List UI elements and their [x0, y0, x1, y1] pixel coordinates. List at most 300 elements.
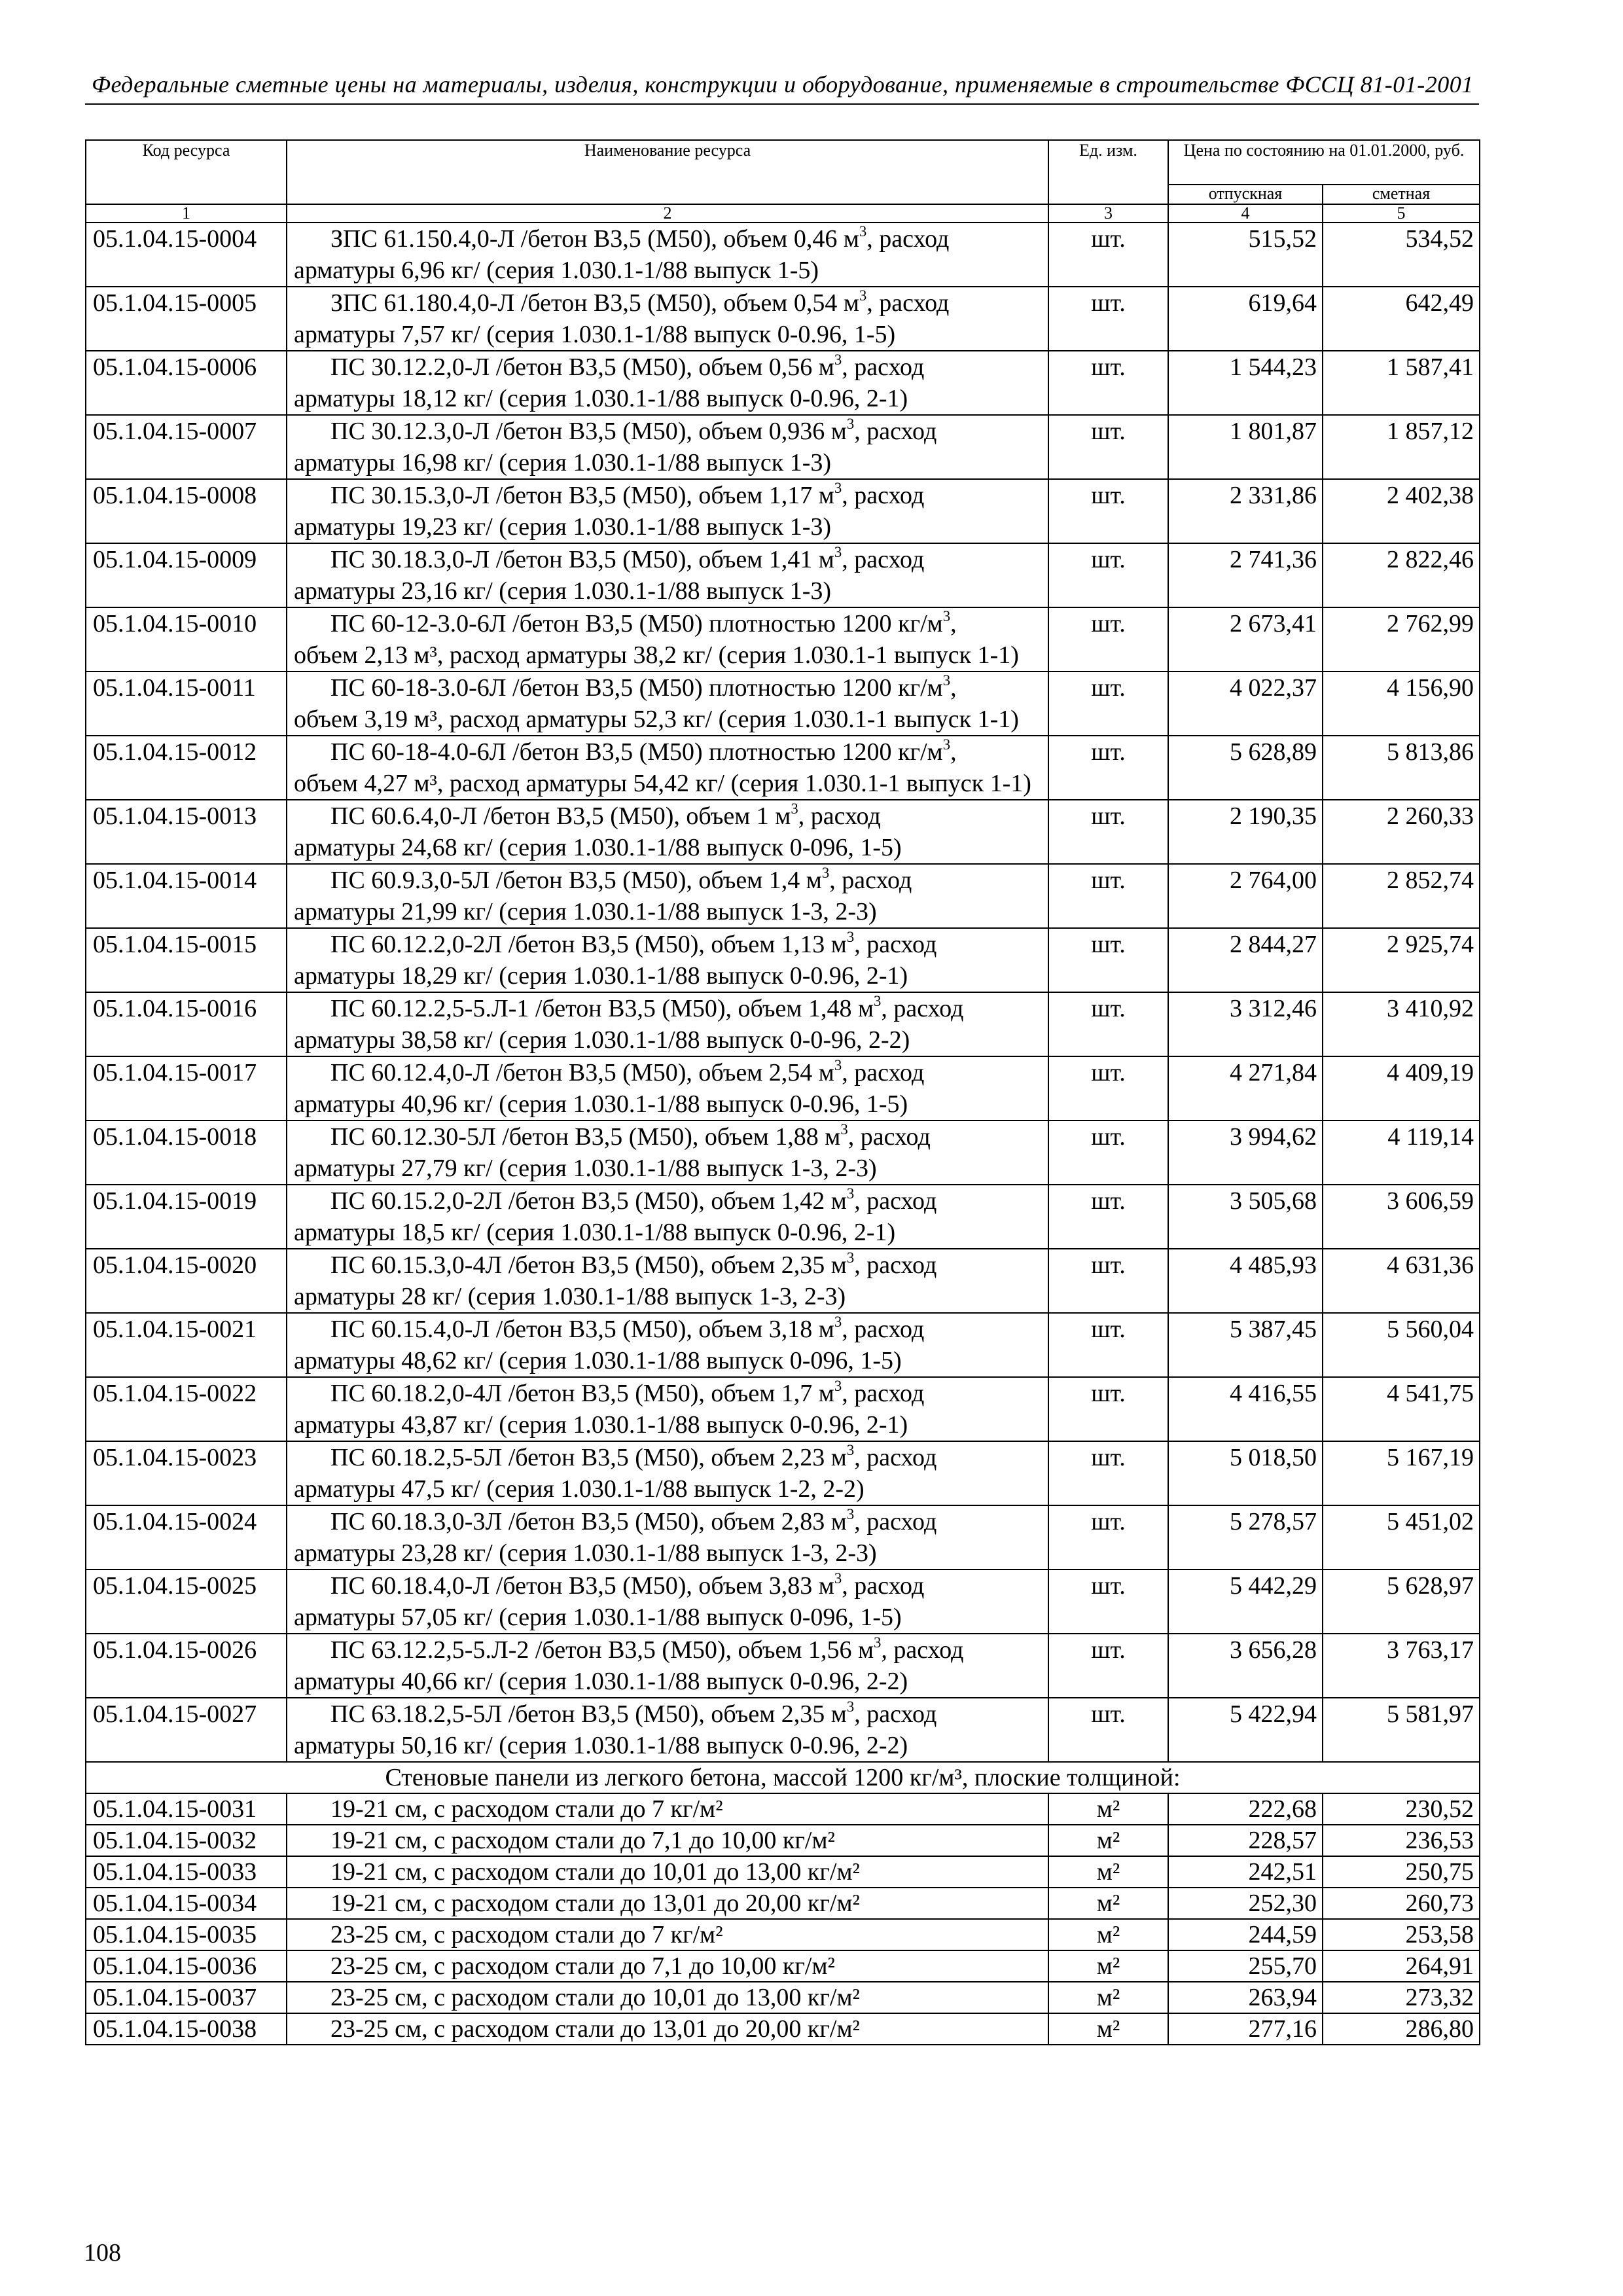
unit-of-measure: м² — [1048, 1950, 1168, 1982]
resource-name — [287, 672, 1048, 736]
unit-superscript: 3 — [874, 1634, 882, 1651]
resource-name-text: , расход — [854, 1251, 937, 1279]
estimate-price: 1 857,12 — [1323, 415, 1480, 479]
resource-name-text: ПС 60.12.30-5Л /бетон В3,5 (М50), объем 1,88 м — [330, 1123, 841, 1151]
unit-of-measure: м² — [1048, 1888, 1168, 1919]
release-price: 244,59 — [1168, 1919, 1323, 1950]
resource-name-line1 — [294, 736, 1041, 768]
unit-of-measure: м² — [1048, 1982, 1168, 2013]
resource-name-rest: арматуры 6,96 кг/ (серия 1.030.1-1/88 выпуск 1-5) — [294, 257, 819, 284]
unit-superscript: 3 — [942, 672, 951, 689]
release-price: 4 022,37 — [1168, 672, 1323, 736]
resource-name — [287, 928, 1048, 992]
resource-name — [287, 479, 1048, 543]
release-price: 252,30 — [1168, 1888, 1323, 1919]
resource-name — [287, 351, 1048, 415]
estimate-price: 286,80 — [1323, 2013, 1480, 2045]
table-row — [86, 992, 1480, 1056]
resource-code: 05.1.04.15-0020 — [86, 1249, 287, 1313]
resource-name: 19-21 см, с расходом стали до 7,1 до 10,00 кг/м² — [287, 1825, 1048, 1856]
unit-of-measure: шт. — [1048, 1313, 1168, 1377]
resource-name-rest: арматуры 23,16 кг/ (серия 1.030.1-1/88 выпуск 1-3) — [294, 577, 832, 605]
table-row — [86, 479, 1480, 543]
unit-superscript: 3 — [859, 223, 867, 240]
resource-code: 05.1.04.15-0007 — [86, 415, 287, 479]
resource-name-rest: объем 4,27 м³, расход арматуры 54,42 кг/ (серия 1.030.1-1 выпуск 1-1) — [294, 770, 1031, 797]
estimate-price: 4 541,75 — [1323, 1377, 1480, 1441]
unit-superscript: 3 — [834, 1570, 842, 1587]
table-row — [86, 1121, 1480, 1185]
resource-code: 05.1.04.15-0031 — [86, 1793, 287, 1825]
resource-name-rest: арматуры 24,68 кг/ (серия 1.030.1-1/88 выпуск 0-096, 1-5) — [294, 834, 902, 861]
estimate-price: 236,53 — [1323, 1825, 1480, 1856]
resource-name-text: ЗПС 61.180.4,0-Л /бетон В3,5 (М50), объем 0,54 м — [330, 289, 859, 317]
resource-code: 05.1.04.15-0005 — [86, 287, 287, 351]
unit-superscript: 3 — [846, 1442, 855, 1459]
estimate-price: 5 813,86 — [1323, 736, 1480, 800]
section-heading: Стеновые панели из легкого бетона, массой 1200 кг/м³, плоские толщиной: — [86, 1762, 1480, 1793]
resource-name-text: ПС 60.15.3,0-4Л /бетон В3,5 (М50), объем 2,35 м — [330, 1251, 847, 1279]
resource-name-line1 — [294, 993, 1041, 1024]
resource-name-rest: объем 2,13 м³, расход арматуры 38,2 кг/ (серия 1.030.1-1 выпуск 1-1) — [294, 641, 1019, 669]
unit-superscript: 3 — [834, 544, 842, 561]
resource-name-text: ПС 60.18.2,5-5Л /бетон В3,5 (М50), объем 2,23 м — [330, 1444, 847, 1471]
unit-of-measure: шт. — [1048, 1698, 1168, 1762]
resource-name-rest: арматуры 40,66 кг/ (серия 1.030.1-1/88 выпуск 0-0.96, 2-2) — [294, 1668, 908, 1695]
unit-of-measure: шт. — [1048, 1505, 1168, 1570]
col-header-price-group: Цена по состоянию на 01.01.2000, руб. — [1168, 140, 1480, 185]
resource-name-rest: арматуры 18,12 кг/ (серия 1.030.1-1/88 выпуск 0-0.96, 2-1) — [294, 385, 908, 412]
unit-of-measure: шт. — [1048, 1570, 1168, 1634]
resource-name — [287, 415, 1048, 479]
page-header-title: Федеральные сметные цены на материалы, изделия, конструкции и оборудование, применяемые в строительстве ФССЦ 81-01-2001 — [92, 71, 1474, 98]
resource-name — [287, 1313, 1048, 1377]
header-rule — [85, 103, 1479, 105]
unit-of-measure: шт. — [1048, 351, 1168, 415]
resource-name-text: , расход — [798, 802, 881, 830]
resource-name-line1 — [294, 480, 1041, 511]
unit-superscript: 3 — [942, 736, 951, 753]
release-price: 5 278,57 — [1168, 1505, 1323, 1570]
resource-name-text: , расход — [842, 1316, 925, 1343]
release-price: 4 416,55 — [1168, 1377, 1323, 1441]
col-header-release: отпускная — [1168, 185, 1323, 204]
unit-superscript: 3 — [846, 1185, 855, 1202]
resource-name-text: ПС 63.18.2,5-5Л /бетон В3,5 (М50), объем 2,35 м — [330, 1700, 847, 1728]
resource-name-text: ЗПС 61.150.4,0-Л /бетон В3,5 (М50), объем 0,46 м — [330, 225, 859, 253]
resource-name-line1 — [294, 1249, 1041, 1281]
table-row — [86, 2013, 1480, 2045]
unit-of-measure: шт. — [1048, 1441, 1168, 1505]
resource-name-text: , расход — [866, 225, 950, 253]
resource-name: 23-25 см, с расходом стали до 10,01 до 13,00 кг/м² — [287, 1982, 1048, 2013]
resource-name-text: , — [950, 610, 957, 637]
resource-name-rest: арматуры 28 кг/ (серия 1.030.1-1/88 выпуск 1-3, 2-3) — [294, 1283, 846, 1310]
resource-name — [287, 1441, 1048, 1505]
table-row — [86, 223, 1480, 287]
estimate-price: 1 587,41 — [1323, 351, 1480, 415]
unit-of-measure: шт. — [1048, 800, 1168, 864]
unit-of-measure: шт. — [1048, 1056, 1168, 1121]
release-price: 3 994,62 — [1168, 1121, 1323, 1185]
resource-name — [287, 800, 1048, 864]
resource-name-rest: арматуры 50,16 кг/ (серия 1.030.1-1/88 выпуск 0-0.96, 2-2) — [294, 1732, 908, 1759]
resource-name-text: ПС 60.12.2,5-5.Л-1 /бетон В3,5 (М50), объем 1,48 м — [330, 995, 874, 1022]
resource-name-text: , расход — [842, 1059, 925, 1086]
resource-name-rest: арматуры 18,5 кг/ (серия 1.030.1-1/88 выпуск 0-0.96, 2-1) — [294, 1219, 896, 1246]
resource-name-rest: арматуры 27,79 кг/ (серия 1.030.1-1/88 выпуск 1-3, 2-3) — [294, 1155, 877, 1182]
resource-code: 05.1.04.15-0036 — [86, 1950, 287, 1982]
resource-name-text: , — [950, 674, 957, 702]
unit-of-measure: м² — [1048, 1793, 1168, 1825]
table-row — [86, 864, 1480, 928]
estimate-price: 264,91 — [1323, 1950, 1480, 1982]
release-price: 2 764,00 — [1168, 864, 1323, 928]
resource-name-line1 — [294, 351, 1041, 383]
table-row — [86, 1185, 1480, 1249]
resource-name-rest: арматуры 38,58 кг/ (серия 1.030.1-1/88 выпуск 0-0-96, 2-2) — [294, 1026, 910, 1054]
resource-name-text: , расход — [854, 1444, 937, 1471]
resource-name — [287, 1505, 1048, 1570]
table-row — [86, 1793, 1480, 1825]
resource-name-text: , расход — [829, 867, 912, 894]
col-header-code: Код ресурса — [86, 140, 287, 204]
estimate-price: 260,73 — [1323, 1888, 1480, 1919]
resource-name-text: , расход — [854, 1508, 937, 1535]
table-row — [86, 1249, 1480, 1313]
resource-name-rest: арматуры 48,62 кг/ (серия 1.030.1-1/88 выпуск 0-096, 1-5) — [294, 1347, 902, 1374]
estimate-price: 534,52 — [1323, 223, 1480, 287]
release-price: 5 628,89 — [1168, 736, 1323, 800]
release-price: 263,94 — [1168, 1982, 1323, 2013]
col-header-unit: Ед. изм. — [1048, 140, 1168, 204]
resource-name-text: ПС 60.18.3,0-3Л /бетон В3,5 (М50), объем 2,83 м — [330, 1508, 847, 1535]
resource-name-line1 — [294, 608, 1041, 639]
resource-name-text: , — [950, 738, 957, 766]
resource-name: 23-25 см, с расходом стали до 13,01 до 20,00 кг/м² — [287, 2013, 1048, 2045]
unit-of-measure: м² — [1048, 2013, 1168, 2045]
resource-name — [287, 1570, 1048, 1634]
resource-name-text: , расход — [842, 482, 925, 509]
resource-name-line1 — [294, 1506, 1041, 1537]
resource-name: 19-21 см, с расходом стали до 7 кг/м² — [287, 1793, 1048, 1825]
release-price: 255,70 — [1168, 1950, 1323, 1982]
resource-name-text: , расход — [854, 931, 937, 958]
unit-superscript: 3 — [821, 865, 830, 882]
release-price: 277,16 — [1168, 2013, 1323, 2045]
estimate-price: 253,58 — [1323, 1919, 1480, 1950]
unit-of-measure: шт. — [1048, 607, 1168, 672]
column-number: 4 — [1168, 204, 1323, 223]
release-price: 242,51 — [1168, 1856, 1323, 1888]
resource-code: 05.1.04.15-0027 — [86, 1698, 287, 1762]
resource-name-text: , расход — [866, 289, 950, 317]
unit-of-measure: шт. — [1048, 928, 1168, 992]
resource-name-text: ПС 60-12-3.0-6Л /бетон В3,5 (М50) плотностью 1200 кг/м — [330, 610, 943, 637]
resource-name-line1 — [294, 800, 1041, 832]
release-price: 228,57 — [1168, 1825, 1323, 1856]
resource-code: 05.1.04.15-0012 — [86, 736, 287, 800]
resource-name-rest: арматуры 7,57 кг/ (серия 1.030.1-1/88 выпуск 0-0.96, 1-5) — [294, 321, 896, 348]
resource-code: 05.1.04.15-0025 — [86, 1570, 287, 1634]
resource-code: 05.1.04.15-0010 — [86, 607, 287, 672]
column-number-row — [86, 204, 1480, 223]
resource-name-text: , расход — [854, 1700, 937, 1728]
resource-code: 05.1.04.15-0013 — [86, 800, 287, 864]
table-row — [86, 287, 1480, 351]
resource-code: 05.1.04.15-0023 — [86, 1441, 287, 1505]
release-price: 3 656,28 — [1168, 1634, 1323, 1698]
resource-name: 19-21 см, с расходом стали до 10,01 до 13,00 кг/м² — [287, 1856, 1048, 1888]
release-price: 5 422,94 — [1168, 1698, 1323, 1762]
resource-name-rest: арматуры 40,96 кг/ (серия 1.030.1-1/88 выпуск 0-0.96, 1-5) — [294, 1090, 908, 1118]
unit-of-measure: шт. — [1048, 1121, 1168, 1185]
estimate-price: 3 410,92 — [1323, 992, 1480, 1056]
resource-code: 05.1.04.15-0008 — [86, 479, 287, 543]
resource-name — [287, 864, 1048, 928]
table-row — [86, 736, 1480, 800]
release-price: 2 741,36 — [1168, 543, 1323, 607]
table-row — [86, 672, 1480, 736]
resource-code: 05.1.04.15-0033 — [86, 1856, 287, 1888]
col-header-name: Наименование ресурса — [287, 140, 1048, 204]
estimate-price: 5 167,19 — [1323, 1441, 1480, 1505]
unit-superscript: 3 — [859, 287, 867, 304]
resource-code: 05.1.04.15-0021 — [86, 1313, 287, 1377]
unit-superscript: 3 — [846, 1698, 855, 1715]
resource-name-text: , расход — [847, 1123, 931, 1151]
release-price: 1 544,23 — [1168, 351, 1323, 415]
resource-name — [287, 992, 1048, 1056]
release-price: 619,64 — [1168, 287, 1323, 351]
unit-of-measure: м² — [1048, 1919, 1168, 1950]
resource-name-text: , расход — [842, 1572, 925, 1600]
release-price: 3 312,46 — [1168, 992, 1323, 1056]
unit-superscript: 3 — [840, 1121, 848, 1138]
unit-superscript: 3 — [834, 351, 842, 368]
release-price: 4 271,84 — [1168, 1056, 1323, 1121]
table-row — [86, 1570, 1480, 1634]
release-price: 515,52 — [1168, 223, 1323, 287]
release-price: 2 331,86 — [1168, 479, 1323, 543]
estimate-price: 2 402,38 — [1323, 479, 1480, 543]
estimate-price: 273,32 — [1323, 1982, 1480, 2013]
unit-superscript: 3 — [846, 1506, 855, 1523]
section-row — [86, 1762, 1480, 1793]
resource-name-line1 — [294, 223, 1041, 255]
resource-name-line1 — [294, 1314, 1041, 1345]
column-number: 2 — [287, 204, 1048, 223]
unit-superscript: 3 — [942, 608, 951, 625]
unit-of-measure: шт. — [1048, 992, 1168, 1056]
table-row — [86, 1634, 1480, 1698]
resource-name-rest: арматуры 21,99 кг/ (серия 1.030.1-1/88 выпуск 1-3, 2-3) — [294, 898, 877, 925]
resource-name — [287, 223, 1048, 287]
table-row — [86, 928, 1480, 992]
estimate-price: 5 451,02 — [1323, 1505, 1480, 1570]
unit-superscript: 3 — [874, 993, 882, 1010]
estimate-price: 642,49 — [1323, 287, 1480, 351]
resource-name-line1 — [294, 1057, 1041, 1088]
table-row — [86, 1825, 1480, 1856]
unit-of-measure: шт. — [1048, 736, 1168, 800]
resource-name-text: ПС 60.15.4,0-Л /бетон В3,5 (М50), объем 3,18 м — [330, 1316, 834, 1343]
column-number: 5 — [1323, 204, 1480, 223]
resource-name — [287, 736, 1048, 800]
unit-superscript: 3 — [791, 800, 798, 817]
resource-name-text: , расход — [881, 995, 964, 1022]
table-row — [86, 1441, 1480, 1505]
resource-name-text: ПС 60.6.4,0-Л /бетон В3,5 (М50), объем 1 м — [330, 802, 791, 830]
resource-name-line1 — [294, 416, 1041, 447]
table-row — [86, 1056, 1480, 1121]
unit-of-measure: шт. — [1048, 415, 1168, 479]
unit-superscript: 3 — [834, 1378, 842, 1395]
estimate-price: 3 606,59 — [1323, 1185, 1480, 1249]
resource-name-line1 — [294, 1185, 1041, 1217]
table-row — [86, 1313, 1480, 1377]
release-price: 5 387,45 — [1168, 1313, 1323, 1377]
table-row — [86, 1950, 1480, 1982]
unit-of-measure: шт. — [1048, 543, 1168, 607]
resource-name-text: , расход — [842, 1380, 925, 1407]
resource-name — [287, 607, 1048, 672]
resource-name-text: ПС 60.18.2,0-4Л /бетон В3,5 (М50), объем 1,7 м — [330, 1380, 834, 1407]
resource-code: 05.1.04.15-0026 — [86, 1634, 287, 1698]
resource-name-text: , расход — [881, 1636, 964, 1664]
resource-name — [287, 1121, 1048, 1185]
resource-code: 05.1.04.15-0018 — [86, 1121, 287, 1185]
estimate-price: 5 560,04 — [1323, 1313, 1480, 1377]
release-price: 5 442,29 — [1168, 1570, 1323, 1634]
resource-name-text: ПС 60-18-3.0-6Л /бетон В3,5 (М50) плотностью 1200 кг/м — [330, 674, 943, 702]
unit-superscript: 3 — [846, 1249, 855, 1266]
resource-name: 23-25 см, с расходом стали до 7,1 до 10,00 кг/м² — [287, 1950, 1048, 1982]
resource-code: 05.1.04.15-0019 — [86, 1185, 287, 1249]
resource-name — [287, 1249, 1048, 1313]
table-row — [86, 1888, 1480, 1919]
resource-name — [287, 1634, 1048, 1698]
estimate-price: 230,52 — [1323, 1793, 1480, 1825]
resource-code: 05.1.04.15-0017 — [86, 1056, 287, 1121]
estimate-price: 250,75 — [1323, 1856, 1480, 1888]
resource-code: 05.1.04.15-0038 — [86, 2013, 287, 2045]
resource-name-line1 — [294, 1570, 1041, 1602]
release-price: 3 505,68 — [1168, 1185, 1323, 1249]
estimate-price: 5 581,97 — [1323, 1698, 1480, 1762]
resource-code: 05.1.04.15-0011 — [86, 672, 287, 736]
unit-superscript: 3 — [834, 1057, 842, 1074]
resource-name — [287, 287, 1048, 351]
release-price: 4 485,93 — [1168, 1249, 1323, 1313]
resource-name-text: ПС 60.9.3,0-5Л /бетон В3,5 (М50), объем 1,4 м — [330, 867, 822, 894]
resource-name-text: , расход — [854, 1187, 937, 1215]
resource-name-rest: арматуры 19,23 кг/ (серия 1.030.1-1/88 выпуск 1-3) — [294, 513, 832, 541]
column-number: 3 — [1048, 204, 1168, 223]
estimate-price: 5 628,97 — [1323, 1570, 1480, 1634]
resource-code: 05.1.04.15-0032 — [86, 1825, 287, 1856]
unit-superscript: 3 — [846, 416, 855, 433]
unit-of-measure: шт. — [1048, 1185, 1168, 1249]
page-number: 108 — [84, 2239, 121, 2267]
resource-name-text: ПС 60-18-4.0-6Л /бетон В3,5 (М50) плотностью 1200 кг/м — [330, 738, 943, 766]
unit-superscript: 3 — [846, 929, 855, 946]
resource-name-line1 — [294, 865, 1041, 896]
resource-name — [287, 1698, 1048, 1762]
estimate-price: 4 631,36 — [1323, 1249, 1480, 1313]
estimate-price: 2 822,46 — [1323, 543, 1480, 607]
table-row — [86, 351, 1480, 415]
unit-of-measure: шт. — [1048, 1634, 1168, 1698]
resource-name-rest: арматуры 23,28 кг/ (серия 1.030.1-1/88 выпуск 1-3, 2-3) — [294, 1539, 877, 1567]
resource-code: 05.1.04.15-0004 — [86, 223, 287, 287]
estimate-price: 2 260,33 — [1323, 800, 1480, 864]
unit-of-measure: м² — [1048, 1825, 1168, 1856]
resource-name — [287, 1377, 1048, 1441]
resource-name-text: ПС 60.15.2,0-2Л /бетон В3,5 (М50), объем 1,42 м — [330, 1187, 847, 1215]
resource-name: 23-25 см, с расходом стали до 7 кг/м² — [287, 1919, 1048, 1950]
unit-superscript: 3 — [834, 1314, 842, 1331]
resource-name-text: ПС 30.12.3,0-Л /бетон В3,5 (М50), объем 0,936 м — [330, 418, 847, 445]
resource-name-line1 — [294, 672, 1041, 704]
price-table — [85, 139, 1480, 2045]
resource-code: 05.1.04.15-0009 — [86, 543, 287, 607]
resource-code: 05.1.04.15-0024 — [86, 1505, 287, 1570]
unit-of-measure: м² — [1048, 1856, 1168, 1888]
table-row — [86, 415, 1480, 479]
resource-name-line1 — [294, 287, 1041, 319]
resource-name-text: , расход — [842, 353, 925, 381]
table-row — [86, 607, 1480, 672]
release-price: 2 844,27 — [1168, 928, 1323, 992]
resource-code: 05.1.04.15-0035 — [86, 1919, 287, 1950]
release-price: 1 801,87 — [1168, 415, 1323, 479]
resource-name-line1 — [294, 544, 1041, 575]
resource-name: 19-21 см, с расходом стали до 13,01 до 20,00 кг/м² — [287, 1888, 1048, 1919]
resource-name-text: , расход — [854, 418, 937, 445]
resource-name-line1 — [294, 1121, 1041, 1153]
table-row — [86, 1505, 1480, 1570]
resource-name — [287, 1185, 1048, 1249]
unit-of-measure: шт. — [1048, 287, 1168, 351]
release-price: 2 190,35 — [1168, 800, 1323, 864]
table-row — [86, 1982, 1480, 2013]
resource-name-text: ПС 30.12.2,0-Л /бетон В3,5 (М50), объем 0,56 м — [330, 353, 834, 381]
resource-name — [287, 1056, 1048, 1121]
table-row — [86, 800, 1480, 864]
resource-name-text: ПС 60.12.4,0-Л /бетон В3,5 (М50), объем 2,54 м — [330, 1059, 834, 1086]
column-number: 1 — [86, 204, 287, 223]
estimate-price: 3 763,17 — [1323, 1634, 1480, 1698]
resource-name — [287, 543, 1048, 607]
table-row — [86, 1377, 1480, 1441]
col-header-estimate: сметная — [1323, 185, 1480, 204]
resource-name-rest: объем 3,19 м³, расход арматуры 52,3 кг/ (серия 1.030.1-1 выпуск 1-1) — [294, 706, 1019, 733]
resource-name-rest: арматуры 43,87 кг/ (серия 1.030.1-1/88 выпуск 0-0.96, 2-1) — [294, 1411, 908, 1439]
resource-name-text: ПС 30.15.3,0-Л /бетон В3,5 (М50), объем 1,17 м — [330, 482, 834, 509]
resource-code: 05.1.04.15-0037 — [86, 1982, 287, 2013]
estimate-price: 4 119,14 — [1323, 1121, 1480, 1185]
estimate-price: 2 925,74 — [1323, 928, 1480, 992]
release-price: 222,68 — [1168, 1793, 1323, 1825]
resource-name-text: , расход — [842, 546, 925, 573]
table-row — [86, 1856, 1480, 1888]
resource-name-line1 — [294, 1634, 1041, 1666]
resource-name-line1 — [294, 1378, 1041, 1409]
unit-of-measure: шт. — [1048, 672, 1168, 736]
unit-superscript: 3 — [834, 480, 842, 497]
resource-name-line1 — [294, 1698, 1041, 1730]
